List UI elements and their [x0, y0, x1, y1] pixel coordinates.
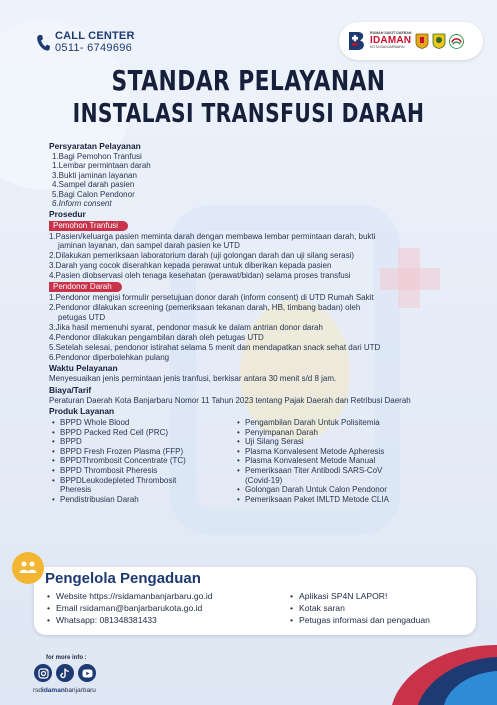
complaint-panel: [34, 567, 476, 635]
social-links: [34, 664, 96, 682]
complaint-whatsapp-link[interactable]: • Whatsapp: 081348381433: [47, 614, 287, 626]
procedure-step: 4.Pasien diobservasi oleh tenaga kesehatan (perawat/bidan) selama proses transfusi: [49, 271, 351, 281]
requirements-list: [49, 152, 439, 210]
complaint-title: Pengelola Pengaduan: [45, 570, 201, 587]
hospital-name: IDAMAN: [370, 35, 412, 46]
product-item: • BPPD Fresh Frozen Plasma (FFP): [49, 447, 234, 457]
complaint-email-link[interactable]: • Email rsidaman@banjarbarukota.go.id: [47, 602, 287, 614]
procedure-step: 2.Dilakukan pemeriksaan laboratorium darah (uji golongan darah dan uji silang serasi): [49, 251, 355, 261]
product-item: • BPPD Packed Red Cell (PRC): [49, 428, 234, 438]
province-emblem-icon: [432, 33, 446, 49]
service-time-text: Menyesuaikan jenis permintaan jenis tranfusi, berkisar antara 30 menit s/d 8 jam.: [49, 373, 337, 383]
product-item: • Plasma Konvalesent Metode Apheresis: [234, 447, 434, 457]
product-item: • Pendistribusian Darah: [49, 495, 234, 505]
patient-procedure-label: Pemohon Tranfusi: [49, 221, 128, 231]
procedure-step: 3.Jika hasil memenuhi syarat, pendonor masuk ke dalam antrian donor darah: [49, 322, 323, 332]
call-center-number: 0511- 6749696: [55, 41, 133, 54]
logo-strip: [339, 22, 483, 60]
call-center-title: CALL CENTER: [55, 30, 135, 42]
complaint-people-icon: [12, 552, 44, 584]
hospital-logo-icon: [345, 29, 367, 53]
procedure-step: 3.Darah yang cocok diserahkan kepada perawat untuk diberikan kepada pasien: [49, 261, 332, 271]
phone-icon: [36, 34, 50, 52]
products-list-right: [234, 418, 434, 504]
requirement-item: 5.Bagi Calon Pendonor: [52, 189, 135, 199]
procedure-step-continuation: petugas UTD: [58, 312, 106, 322]
complaint-channels-left: [47, 590, 287, 626]
page-title-line1: STANDAR PELAYANAN: [111, 64, 386, 97]
procedure-step: 1.Pasien/keluarga pasien meminta darah dengan membawa lembar permintaan darah, bukti: [49, 231, 376, 241]
product-item: • Pengambilan Darah Untuk Polisitemia: [234, 418, 434, 428]
call-center[interactable]: [36, 31, 135, 54]
requirement-item: 4.Sampel darah pasien: [52, 180, 135, 190]
requirement-item: 3.Bukti jaminan layanan: [52, 170, 137, 180]
product-item: • Penyimpanan Darah: [234, 428, 434, 438]
fee-heading: Biaya/Tarif: [49, 385, 92, 396]
product-item: • Pemeriksaan Paket IMLTD Metode CLIA: [234, 495, 434, 505]
fee-text: Peraturan Daerah Kota Banjarbaru Nomor 11 Tahun 2023 tentang Pajak Daerah dan Retribusi Daerah: [49, 395, 411, 405]
complaint-website-link[interactable]: • Website https://rsidamanbanjarbaru.go.id: [47, 590, 287, 602]
product-item: • Golongan Darah Untuk Calon Pendonor: [234, 485, 434, 495]
requirement-item: 1.Bagi Pemohon Tranfusi: [52, 151, 142, 161]
product-item: • Pemeriksaan Titer Antibodi SARS-CoV (Covid-19): [234, 466, 409, 485]
instagram-icon[interactable]: [34, 664, 52, 682]
procedure-step: 6.Pendonor diperbolehkan pulang: [49, 352, 170, 362]
product-item: • BPPDThrombosit Concentrate (TC): [49, 456, 234, 466]
requirement-item: 6.Inform consent: [52, 199, 112, 209]
page-title-line2: INSTALASI TRANSFUSI DARAH: [72, 99, 425, 129]
city-emblem-icon: [415, 33, 429, 49]
products-heading: Produk Layanan: [49, 406, 115, 417]
complaint-channel-item: • Aplikasi SP4N LAPOR!: [290, 590, 475, 602]
donor-procedure-list: [49, 293, 439, 362]
youtube-icon[interactable]: [78, 664, 96, 682]
procedure-step: 5.Setelah selesai, pendonor istirahat selama 5 menit dan mendapatkan snack sehat dari UTD: [49, 342, 381, 352]
product-item: • BPPD: [49, 437, 234, 447]
complaint-channel-item: • Petugas informasi dan pengaduan: [290, 614, 475, 626]
social-handle: rsdidamanbanjarbaru: [33, 687, 96, 694]
complaint-channel-item: • Kotak saran: [290, 602, 475, 614]
procedure-step: 1.Pendonor mengisi formulir persetujuan donor darah (inform consent) di UTD Rumah Sakit: [49, 293, 374, 303]
accreditation-badge-icon: [449, 34, 464, 49]
product-item: • BPPDLeukodepleted Thrombosit Pheresis: [49, 476, 199, 495]
products-list-left: [49, 418, 234, 504]
hospital-type: RUMAH SAKIT DAERAH: [370, 31, 412, 36]
service-standard-content: [49, 141, 439, 504]
procedure-step-continuation: jaminan layanan, dan sampel darah pasien ke UTD: [58, 241, 240, 251]
donor-procedure-label: Pendonor Darah: [49, 282, 122, 292]
product-item: • BPPD Whole Blood: [49, 418, 234, 428]
products-columns: [49, 418, 439, 504]
product-item: • Plasma Konvalesent Metode Manual: [234, 456, 434, 466]
service-time-heading: Waktu Pelayanan: [49, 363, 118, 374]
product-item: • BPPD Thrombosit Pheresis: [49, 466, 234, 476]
more-info-label: for more info :: [46, 655, 87, 661]
procedure-step: 4.Pendonor dilakukan pengambilan darah oleh petugas UTD: [49, 332, 264, 342]
requirement-item: 1.Lembar permintaan darah: [52, 161, 151, 171]
product-item: • Uji Silang Serasi: [234, 437, 434, 447]
requirements-heading: Persyaratan Pelayanan: [49, 141, 141, 151]
procedure-heading: Prosedur: [49, 209, 86, 220]
hospital-city: KOTA BANJARBARU: [370, 45, 405, 49]
patient-procedure-list: [49, 232, 439, 282]
procedure-step: 2.Pendonor dilakukan screening (pemeriksaan tekanan darah, HB, timbang badan) oleh: [49, 303, 361, 312]
complaint-channels-right: [290, 590, 475, 626]
tiktok-icon[interactable]: [56, 664, 74, 682]
